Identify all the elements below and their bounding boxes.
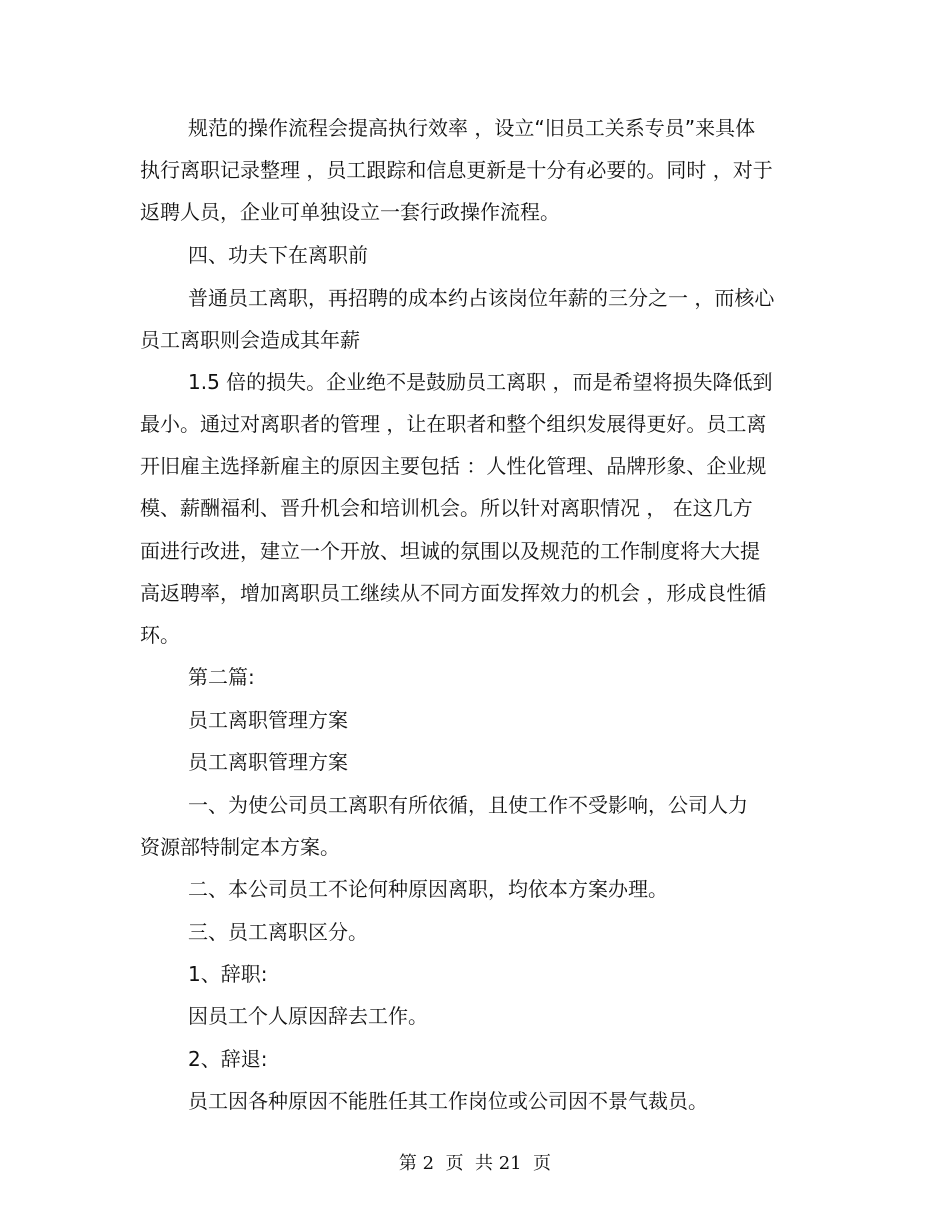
paragraph-line: 1.5 倍的损失。企业绝不是鼓励员工离职 ，而是希望将损失降低到 xyxy=(188,370,773,394)
page-footer: 第 2 页 共 21 页 xyxy=(398,1153,552,1174)
paragraph-line: 返聘人员，企业可单独设立一套行政操作流程。 xyxy=(140,200,560,224)
paragraph-line: 因员工个人原因辞去工作。 xyxy=(188,1004,428,1028)
paragraph-line: 模、薪酬福利、晋升机会和培训机会。所以针对离职情况 ， 在这几方 xyxy=(140,496,753,520)
paragraph-line: 规范的操作流程会提高执行效率 ，设立“旧员工关系专员”来具体 xyxy=(188,116,756,140)
paragraph-line: 员工离职则会造成其年薪 xyxy=(140,328,360,352)
paragraph-line: 开旧雇主选择新雇主的原因主要包括 ：人性化管理、品牌形象、企业规 xyxy=(140,454,767,478)
chapter-heading: 第二篇: xyxy=(188,665,255,689)
paragraph-line: 普通员工离职，再招聘的成本约占该岗位年薪的三分之一 ，而核心 xyxy=(188,286,775,310)
paragraph-line: 最小。通过对离职者的管理 ，让在职者和整个组织发展得更好。员工离 xyxy=(140,412,767,436)
paragraph-line: 环。 xyxy=(140,623,180,647)
paragraph-line: 员工因各种原因不能胜任其工作岗位或公司因不景气裁员。 xyxy=(188,1089,708,1113)
paragraph-line: 面进行改进，建立一个开放、坦诚的氛围以及规范的工作制度将大大提 xyxy=(140,539,760,563)
paragraph-line: 二、本公司员工不论何种原因离职，均依本方案办理。 xyxy=(188,877,668,901)
paragraph-line: 执行离职记录整理 ，员工跟踪和信息更新是十分有必要的。同时 ，对于 xyxy=(140,158,773,182)
paragraph-line: 高返聘率，增加离职员工继续从不同方面发挥效力的机会 ，形成良性循 xyxy=(140,581,767,605)
paragraph-line: 三、员工离职区分。 xyxy=(188,920,368,944)
paragraph-line: 资源部特制定本方案。 xyxy=(140,835,340,859)
list-item-heading: 2、辞退: xyxy=(188,1047,268,1071)
paragraph-line: 一、为使公司员工离职有所依循，且使工作不受影响，公司人力 xyxy=(188,793,748,817)
list-item-heading: 1、辞职: xyxy=(188,962,268,986)
document-title: 员工离职管理方案 xyxy=(188,750,348,774)
section-heading: 四、功夫下在离职前 xyxy=(188,243,368,267)
document-title: 员工离职管理方案 xyxy=(188,708,348,732)
